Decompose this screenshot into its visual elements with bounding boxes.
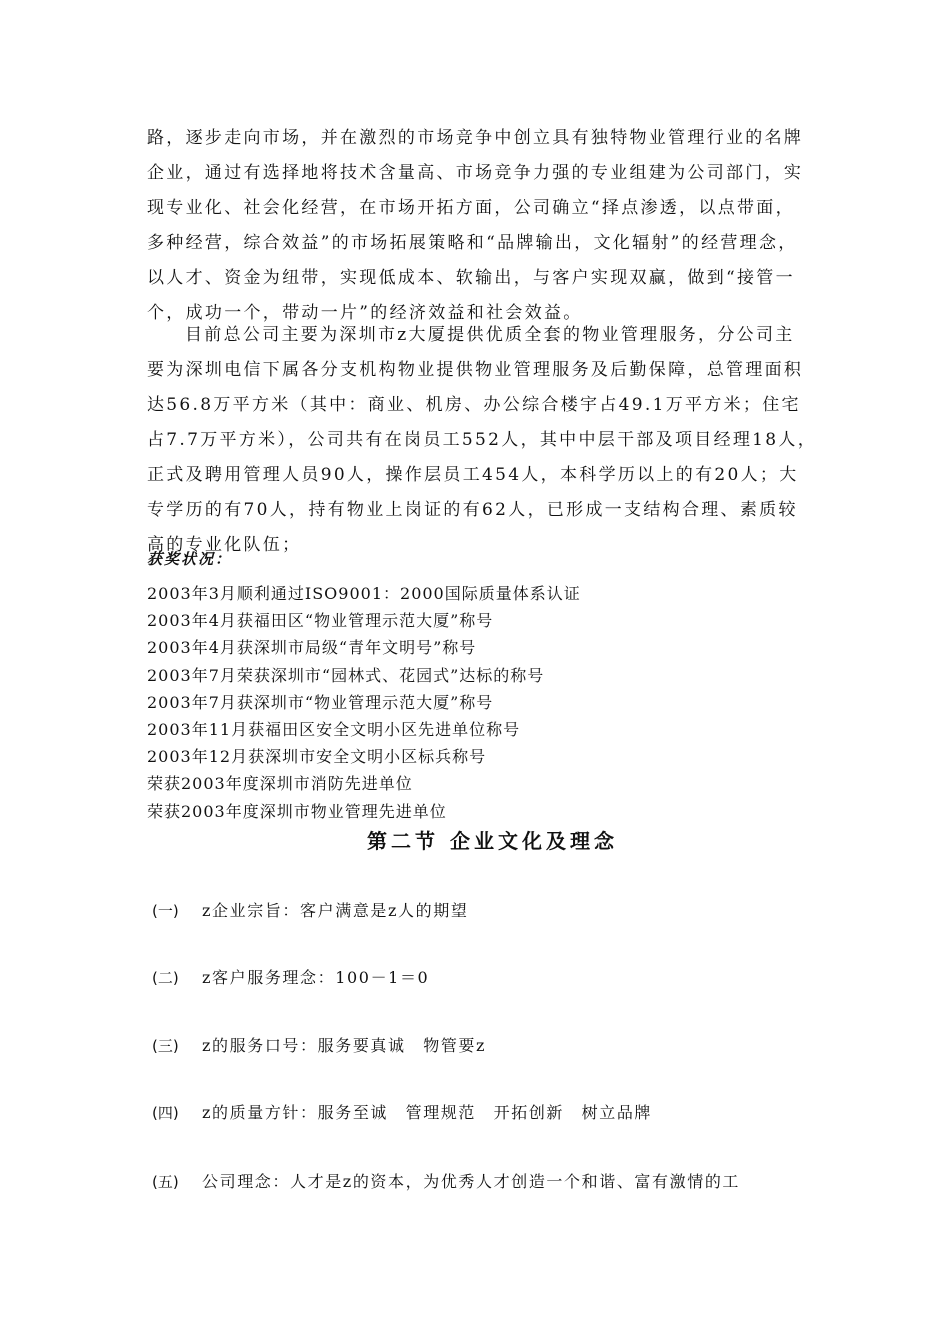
paragraph-line: 占7.7万平方米），公司共有在岗员工552人，其中中层干部及项目经理18人， [147,430,818,450]
paragraph-line: 以人才、资金为纽带，实现低成本、软输出，与客户实现双赢，做到“接管一 [147,268,795,288]
paragraph-line: 高的专业化队伍； [147,535,302,555]
paragraph-line: 专学历的有70人，持有物业上岗证的有62人，已形成一支结构合理、素质较 [147,500,798,520]
principle-item [152,1169,740,1195]
company-overview-paragraph [147,318,827,563]
principle-number: (三) [152,1037,179,1055]
award-item: 荣获2003年度深圳市消防先进单位 [147,774,413,794]
section-title: 第二节 企业文化及理念 [367,829,618,853]
principle-text: z客户服务理念：100－1＝0 [202,968,430,987]
paragraph-line: 现专业化、社会化经营，在市场开拓方面，公司确立“择点渗透，以点带面， [147,198,795,218]
paragraph-line: 达56.8万平方米（其中：商业、机房、办公综合楼宇占49.1万平方米；住宅 [147,395,801,415]
principle-text: 公司理念：人才是z的资本，为优秀人才创造一个和谐、富有激情的工 [202,1172,741,1191]
award-item: 2003年12月获深圳市安全文明小区标兵称号 [147,747,487,767]
principle-text: z企业宗旨：客户满意是z人的期望 [202,901,469,920]
award-item: 2003年3月顺利通过ISO9001：2000国际质量体系认证 [147,584,581,603]
award-item: 2003年11月获福田区安全文明小区先进单位称号 [147,719,521,739]
paragraph-line: 多种经营，综合效益”的市场拓展策略和“品牌输出，文化辐射”的经营理念， [147,233,798,253]
principle-item [152,965,429,991]
paragraph-line: 个，成功一个，带动一片”的经济效益和社会效益。 [147,303,583,323]
paragraph-line: 路，逐步走向市场，并在激烈的市场竞争中创立具有独特物业管理行业的名牌 [147,128,804,148]
principle-item [152,1033,486,1059]
paragraph-line: 正式及聘用管理人员90人，操作层员工454人，本科学历以上的有20人；大 [147,465,799,485]
award-item: 荣获2003年度深圳市物业管理先进单位 [147,801,447,821]
principle-number: (四) [152,1104,179,1122]
principle-item [152,1100,652,1126]
award-item: 2003年7月获深圳市“物业管理示范大厦”称号 [147,692,494,712]
principle-number: (一) [152,902,179,920]
award-item: 2003年4月获深圳市局级“青年文明号”称号 [147,638,477,658]
principle-number: (五) [152,1173,179,1191]
principle-text: z的服务口号：服务要真诚 物管要z [202,1036,487,1055]
awards-heading: 获奖状况： [147,550,233,568]
principle-item [152,898,468,924]
award-item: 2003年7月荣获深圳市“园林式、花园式”达标的称号 [147,665,545,685]
principle-text: z的质量方针：服务至诚 管理规范 开拓创新 树立品牌 [202,1103,653,1122]
paragraph-line: 要为深圳电信下属各分支机构物业提供物业管理服务及后勤保障，总管理面积 [147,360,804,380]
paragraph-line: 企业，通过有选择地将技术含量高、市场竞争力强的专业组建为公司部门，实 [147,163,804,183]
award-item: 2003年4月获福田区“物业管理示范大厦”称号 [147,611,494,631]
principle-number: (二) [152,969,179,987]
awards-list [147,580,581,825]
company-strategy-paragraph [147,121,827,331]
paragraph-line: 目前总公司主要为深圳市z大厦提供优质全套的物业管理服务，分公司主 [185,325,795,345]
